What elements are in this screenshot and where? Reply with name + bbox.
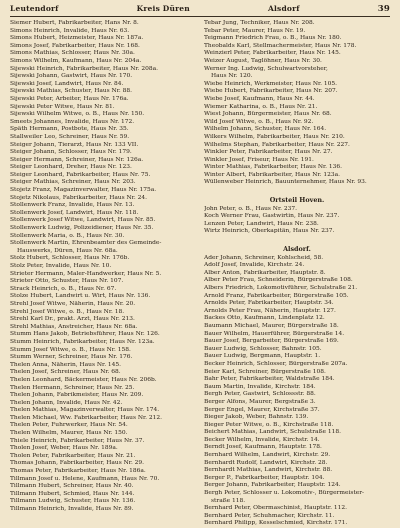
directory-entry: Wilhelm Johann, Schuster, Haus Nr. 164. bbox=[204, 126, 327, 133]
directory-entry: Bernhard Wilhelm, Landwirt, Kirchstr. 29. bbox=[204, 452, 331, 459]
directory-entry: Stolz Peter, Invalide, Haus Nr. 10. bbox=[10, 263, 112, 269]
directory-entry: Sijewski Peter, Arbeiter, Haus Nr. 176a. bbox=[10, 95, 129, 102]
directory-entry: Arnold Franz, Fabrikarbeiter, Bürgerstraße 105. bbox=[204, 292, 349, 299]
directory-entry: Theobalds Karl, Stellmachermeister, Haus Nr. 178. bbox=[204, 42, 357, 49]
directory-entry: Berndt Josef, Kaufmann, Hauptstr. 178. bbox=[204, 444, 322, 451]
directory-entry: Stojetz Nikolaus, Fabrikarbeiter, Haus Nr. 24. bbox=[10, 194, 147, 201]
directory-entry: Stollenwerk Josef, Landwirt, Haus Nr. 118. bbox=[10, 209, 139, 216]
directory-entry: Bernhard Peter, Obermaschinist, Hauptstr. 112. bbox=[204, 505, 347, 512]
directory-entry: Stojetz Franz, Magazinverwalter, Haus Nr. 175a. bbox=[10, 187, 157, 194]
directory-entry: Stollenwerk Ludwig, Polizeidiener, Haus Nr. 35. bbox=[10, 225, 154, 232]
directory-entry: Steiger Leonhard, Fabrikarbeiter, Haus Nr. 75. bbox=[10, 171, 151, 178]
directory-entry: Strehl Josef Witwe, o. B., Haus Nr. 18. bbox=[10, 308, 125, 315]
directory-entry: Steiger Hermann, Schreiner, Haus Nr. 126a. bbox=[10, 156, 144, 163]
directory-entry: Wilhelms Stephan, Fabrikarbeiter, Haus Nr. 227. bbox=[204, 141, 350, 148]
directory-entry: Tillmann Ludwig, Schuster, Haus Nr. 136. bbox=[10, 498, 136, 505]
directory-entry: Winkler Peter, Fabrikarbeiter, Haus Nr. 27. bbox=[204, 149, 333, 156]
directory-entry: Thelen Peter, Fuhrwerker, Haus Nr. 54. bbox=[10, 422, 128, 429]
directory-entry: Stollenwerk Maria, o. B., Haus Nr. 30. bbox=[10, 232, 125, 239]
section-heading: Alsdorf. bbox=[283, 244, 311, 253]
directory-entry: Becker Wilhelm, Invalide, Kirchstr. 14. bbox=[204, 436, 320, 443]
directory-entry: straße 118. bbox=[211, 497, 246, 504]
directory-entry: Beier Karl, Schreiner, Bürgerstraße 108. bbox=[204, 368, 326, 375]
directory-entry: Sijewski Mathias, Schuster, Haus Nr. 88. bbox=[10, 88, 132, 95]
directory-entry: Simons Wilhelm, Kaufmann, Haus Nr. 204a. bbox=[10, 57, 142, 64]
directory-entry: Stumm Werner, Schreiner, Haus Nr. 176. bbox=[10, 354, 133, 361]
directory-entry: Thomas Peter, Fabrikarbeiter, Haus Nr. 186a. bbox=[10, 468, 146, 475]
directory-entry: Thelen Hermann, Schreiner, Haus Nr. 25. bbox=[10, 384, 135, 391]
directory-entry: Bernhard Peter, Schuhmacher, Kirchstr. 11. bbox=[204, 512, 335, 519]
directory-entry: Siemer Hubert, Fabrikarbeiter, Hans Nr. 8. bbox=[10, 20, 139, 26]
directory-entry: Tillmann Hubert, Schmied, Haus Nr. 144. bbox=[10, 490, 135, 497]
directory-entry: Thelen Josef, Schreiner, Haus Nr. 68. bbox=[10, 369, 121, 376]
directory-entry: Wild Josef Witwe, o. B., Haus Nr. 92. bbox=[204, 118, 314, 125]
directory-entry: Wirtz Heinrich, Oberkapitän, Haus Nr. 237. bbox=[204, 228, 335, 235]
directory-entry: Alber Peter Frau, Schneiderin, Bürgerstraße 108. bbox=[204, 277, 353, 284]
section-heading: Ortsteil Hoven. bbox=[269, 195, 325, 204]
directory-entry: Sijewski Johann, Gastwirt, Haus Nr. 170. bbox=[10, 73, 133, 80]
directory-entry: Becker Heinrich, Schlosser, Bürgerstraße 207a. bbox=[204, 360, 348, 367]
directory-entry: Beichert Mathias, Landwirt, Schulstraße 118. bbox=[204, 429, 341, 436]
directory-entry: Simons Josef, Fabrikarbeiter, Haus Nr. 168. bbox=[10, 42, 140, 49]
directory-entry: Tebar Jung, Techniker, Haus Nr. 208. bbox=[204, 20, 315, 26]
directory-entry: Winter Mathias, Fabrikarbeiter, Haus Nr. 136. bbox=[204, 164, 343, 171]
directory-entry: Thomas Johann, Fabrikarbeiter, Haus Nr. 29. bbox=[10, 460, 145, 467]
directory-entry: Wiebe Josef, Kaufmann, Haus Nr. 44. bbox=[204, 95, 315, 102]
directory-entry: Thelen Johann, Invalide, Haus Nr. 42. bbox=[10, 399, 123, 406]
directory-entry: Thiele Heinrich, Fabrikarbeiter, Haus Nr. 37. bbox=[10, 437, 145, 444]
directory-entry: Stumm Heinrich, Fabrikarbeiter, Haus Nr. 123a. bbox=[10, 338, 155, 345]
directory-entry: Wiemer Katharina, o. B., Haus Nr. 21. bbox=[204, 103, 318, 110]
directory-entry: Bauer Ludwig, Bergmann, Hauptstr. 1. bbox=[204, 353, 321, 360]
directory-entry: Strieter Hermann, Maler-Handwerker, Haus Nr. 5. bbox=[10, 270, 162, 277]
directory-entry bbox=[204, 236, 390, 244]
directory-entry: Wiest Johann, Bürgermeister, Haus Nr. 68. bbox=[204, 111, 332, 118]
left-column bbox=[10, 20, 196, 528]
directory-entry: Bergh Peter, Gastwirt, Schlossstr. 88. bbox=[204, 391, 316, 398]
directory-entry: Bernhardt Rudolf, Landwirt, Kirchstr. 28. bbox=[204, 459, 328, 466]
directory-entry: Albers Friedrich, Lokomotivführer, Schulstraße 21. bbox=[204, 285, 358, 291]
directory-entry: Bauer Wilhelm, Hauerführer, Bürgerstraße 14. bbox=[204, 330, 345, 337]
directory-entry: Bieger Jakob, Weber, Bahnstr. 139. bbox=[204, 414, 309, 421]
directory-entry: Baumann Michael, Maurer, Bürgerstraße 18. bbox=[204, 322, 339, 329]
directory-entry: Bergh Peter, Schlosser u. Lokomotiv-, Bürgermeister- bbox=[204, 490, 365, 497]
directory-entry: Thelen Wilhelm, Maurer, Haus Nr. 150. bbox=[10, 430, 128, 437]
directory-entry: Sijewski Peter Witwe, Haus Nr. 81. bbox=[10, 103, 115, 110]
directory-entry: Tillmann Josef u. Helene, Kaufmann, Haus Nr. 70. bbox=[10, 475, 160, 482]
directory-entry: Stollenwerk Franz, Invalide, Haus Nr. 13. bbox=[10, 202, 135, 209]
directory-entry: Wiebe Heinrich, Werkmeister, Haus Nr. 105. bbox=[204, 80, 337, 87]
header-left: Leutendorf bbox=[10, 4, 59, 13]
directory-entry: Thelen Johann, Fabrikmeister, Haus Nr. 209. bbox=[10, 392, 144, 399]
directory-entry: Bernhard Philipp, Kesselschmied, Kirchstr. 171. bbox=[204, 520, 348, 527]
directory-entry: Tebar Peter, Maurer, Haus Nr. 19. bbox=[204, 27, 306, 34]
directory-entry: Weizer August, Taglöhner, Haus Nr. 30. bbox=[204, 57, 322, 64]
header-right: Alsdorf bbox=[267, 4, 300, 13]
directory-entry: Thelen Mathias, Magazinverwalter, Haus Nr. 174. bbox=[10, 407, 160, 414]
directory-entry: Stollenwerk Martin, Ehrenbeamter des Gemeinde- bbox=[10, 240, 162, 247]
page-number: 39 bbox=[377, 4, 390, 14]
directory-entry: Strieter Otto, Schuster, Haus Nr. 107. bbox=[10, 278, 124, 285]
directory-entry: Wüllenweber Heinrich, Bauunternehmer, Haus Nr. 93. bbox=[204, 179, 367, 186]
directory-entry: Sijewski Heinrich, Fabrikarbeiter, Haus Nr. 208a. bbox=[10, 65, 158, 72]
directory-entry: Bahr Peter, Fabrikarbeiter, Waldstraße 184. bbox=[204, 376, 335, 383]
directory-entry: Winter Albert, Fabrikarbeiter, Haus Nr. 123a. bbox=[204, 171, 340, 178]
directory-entry: Weinzierl Peter, Fabrikarbeiter, Haus Nr. 145. bbox=[204, 50, 341, 57]
directory-entry: Simons Hubert, Heizmeister, Haus Nr. 187a. bbox=[10, 35, 144, 42]
directory-entry: Tillmann Heinrich, Invalide, Haus Nr. 89. bbox=[10, 506, 134, 512]
directory-entry: Koch Werner Frau, Gastwirtin, Haus Nr. 237. bbox=[204, 213, 340, 220]
page-header bbox=[10, 4, 390, 17]
directory-entry: Thelen Michael, Ww. Fabrikarbeiter, Haus Nr. 212. bbox=[10, 414, 163, 421]
directory-entry: Berger Johann, Fabrikarbeiter, Hauptstr. 124. bbox=[204, 482, 341, 489]
directory-entry: Werner Ing. Ludwig, Schulwartvorsteher, bbox=[204, 65, 328, 72]
directory-entry: Arnolds Peter Frau, Näherin, Hauptstr. 127. bbox=[204, 307, 336, 314]
directory-entry: Baum Martin, Invalide, Kirchstr. 184. bbox=[204, 383, 316, 390]
directory-entry: Strack Heinrich, o. B., Haus Nr. 67. bbox=[10, 285, 117, 292]
directory-entry bbox=[204, 187, 390, 195]
directory-columns bbox=[10, 20, 390, 528]
directory-entry: Wilkers Wilhelm, Fabrikarbeiter, Haus Nr. 210. bbox=[204, 133, 345, 140]
directory-entry: Alber Anton, Fabrikarbeiter, Hauptstr. 8. bbox=[204, 269, 326, 276]
directory-entry: Simons Mathias, Schlosser, Haus Nr. 30a. bbox=[10, 50, 135, 57]
directory-entry: Winkler Josef, Friseur, Haus Nr. 191. bbox=[204, 156, 314, 163]
directory-entry: Simons Heinrich, Invalide, Haus Nr. 63. bbox=[10, 27, 130, 34]
directory-entry: Lenzen Peter, Landwirt, Haus Nr. 238. bbox=[204, 220, 319, 227]
directory-entry: Backes Otto, Kaufmann, Lindenplatz 12. bbox=[204, 315, 325, 322]
directory-entry: Wiebe Hubert, Fabrikarbeiter, Haus Nr. 207. bbox=[204, 88, 338, 95]
directory-entry: Sijewski Josef, Landwirt, Haus Nr. 84. bbox=[10, 80, 124, 87]
directory-entry: Strehl Karl Dr., prakt. Arzt, Haus Nr. 213. bbox=[10, 316, 135, 323]
directory-entry: Strehl Josef Witwe, Näherin, Haus Nr. 20. bbox=[10, 300, 136, 307]
directory-entry: Stumm Josef Witwe, o. B., Haus Nr. 158. bbox=[10, 346, 131, 353]
directory-entry: Thelen Leonhard, Bäckermeister, Haus Nr. 206b. bbox=[10, 376, 157, 383]
directory-entry: Steiger Johann, Schlosser, Haus Nr. 179. bbox=[10, 149, 132, 156]
directory-entry: Berger P., Fabrikarbeiter, Hauptstr. 104. bbox=[204, 474, 325, 481]
directory-entry: John Peter, o. B., Haus Nr. 237. bbox=[204, 205, 297, 212]
directory-entry: Stumm Hans Jakob, Betriebsführer, Haus Nr. 126. bbox=[10, 331, 160, 338]
directory-entry: Tholen Peter, Fabrikarbeiter, Haus Nr. 21. bbox=[10, 452, 136, 459]
directory-entry: Bauer Josef, Bergarbeiter, Bürgerstraße 169. bbox=[204, 338, 339, 345]
directory-entry: Steiger Johann, Tierarzt, Haus Nr. 133 VII. bbox=[10, 141, 139, 148]
header-center: Kreis Düren bbox=[136, 4, 190, 13]
directory-entry: Späth Hermann, Postbote, Haus Nr. 35. bbox=[10, 126, 129, 133]
directory-entry: Haus Nr. 120. bbox=[211, 73, 253, 80]
directory-entry: Arnolds Peter, Fabrikarbeiter, Hauptstr. 34. bbox=[204, 300, 334, 307]
directory-entry: Berger Alfons, Maurer, Bergstraße 3. bbox=[204, 398, 316, 405]
directory-entry: Stolz Hubert, Schlosser, Haus Nr. 176b. bbox=[10, 255, 130, 262]
directory-entry: Bieger Peter Witwe, o. B., Kirchstraße 118. bbox=[204, 421, 334, 428]
directory-entry: Ader Johann, Schreiner, Kohlscheid, 58. bbox=[204, 254, 324, 261]
directory-entry: Tholen Josef, Weber, Haus Nr. 189a. bbox=[10, 445, 118, 452]
directory-entry: Steiger Mathias, Schreiner, Haus Nr. 203. bbox=[10, 179, 136, 186]
directory-entry: Bauer Ludwig, Schlosser, Bahnstr. 105. bbox=[204, 345, 322, 352]
directory-entry: Adolf Josef, Invalide, Kirchstr. 24. bbox=[204, 262, 305, 269]
directory-entry: Tillmann Hubert, Schreiner, Haus Nr. 40. bbox=[10, 483, 134, 490]
directory-entry: Stollenwerk Josef Witwe, Landwirt, Haus Nr. 85. bbox=[10, 217, 156, 224]
directory-entry: Hauswerks, Düren, Haus Nr. 68a. bbox=[17, 247, 118, 254]
directory-entry: Teigmann Friedrich Frau, o. B., Haus Nr. 180. bbox=[204, 35, 342, 42]
directory-entry: Steiger Leonhard, Dreher, Haus Nr. 123. bbox=[10, 164, 132, 171]
directory-entry: Bernhardt Mathias, Landwirt, Kirchstr. 88. bbox=[204, 467, 333, 474]
directory-entry: Sijewski Wilhelm Witwe, o. B., Haus Nr. 150. bbox=[10, 111, 145, 118]
directory-entry: Strehl Mathias, Anstreicher, Haus Nr. 68a. bbox=[10, 323, 138, 330]
directory-entry: Stallweiler Leo, Schreiner, Haus Nr. 59. bbox=[10, 133, 130, 140]
directory-entry: Berger Engel, Maurer, Kirchstraße 37. bbox=[204, 406, 320, 413]
directory-entry: Smeets Johannes, Invalide, Haus Nr. 172. bbox=[10, 118, 135, 125]
directory-entry: Stolze Hubert, Landwirt u. Wirt, Haus Nr. 136. bbox=[10, 293, 151, 300]
right-column bbox=[204, 20, 390, 528]
directory-entry: Thelen Anna, Näherin, Haus Nr. 145. bbox=[10, 361, 122, 368]
